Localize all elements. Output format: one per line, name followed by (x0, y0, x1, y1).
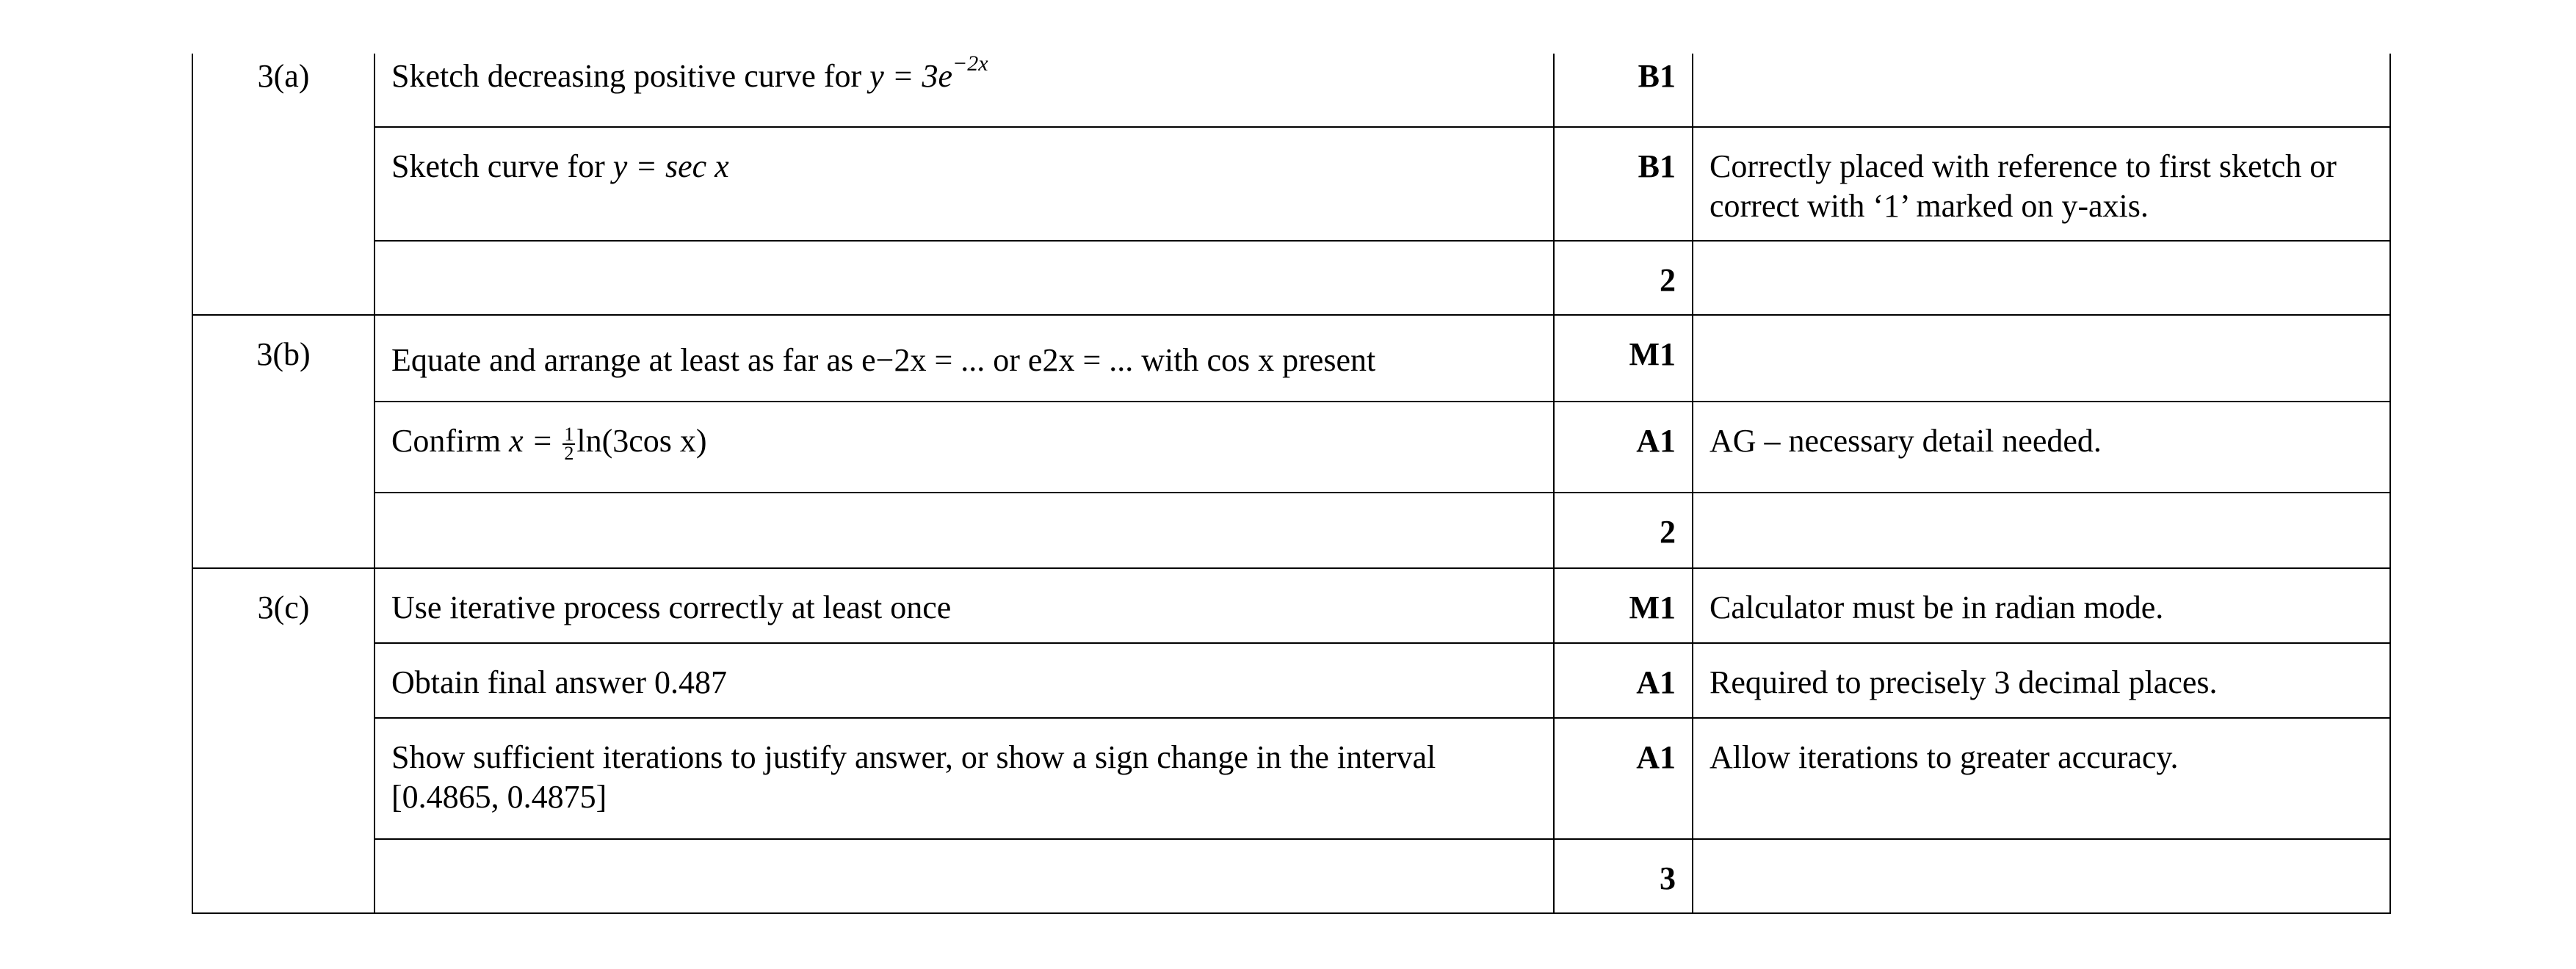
table-row (192, 402, 2390, 493)
total-marks: 3 (1554, 839, 1693, 913)
mark-scheme-table (192, 51, 2391, 914)
guidance-cell: Calculator must be in radian mode. (1693, 568, 2390, 643)
answer-text: Equate and arrange at least as far as e−2x = ... or e2x = ... with cos x present (391, 342, 1376, 378)
guidance-cell (1693, 315, 2390, 402)
guidance-cell: AG – necessary detail needed. (1693, 402, 2390, 493)
table-row (192, 241, 2390, 315)
table-row (192, 643, 2390, 718)
table-row (192, 568, 2390, 643)
question-number: 3(a) (192, 54, 375, 127)
total-marks: 2 (1554, 493, 1693, 568)
guidance-cell: Required to precisely 3 decimal places. (1693, 643, 2390, 718)
answer-cell: Confirm x = $\frac{1}{2}$ ln(3cos x) (375, 402, 1554, 493)
table-row (192, 54, 2390, 127)
math-expression: y = sec x (612, 148, 729, 184)
table-row (192, 127, 2390, 241)
mark-cell: M1 (1554, 568, 1693, 643)
mark-cell: B1 (1554, 54, 1693, 127)
guidance-cell: Allow iterations to greater accuracy. (1693, 718, 2390, 839)
mark-cell: A1 (1554, 402, 1693, 493)
mark-cell: B1 (1554, 127, 1693, 241)
math-expression: x = (509, 423, 562, 459)
answer-cell (375, 315, 1554, 402)
answer-cell: Sketch decreasing positive curve for $y = 3e^{-2x}$ (375, 54, 1554, 127)
mark-cell: A1 (1554, 718, 1693, 839)
table-row (192, 315, 2390, 402)
mark-cell: M1 (1554, 315, 1693, 402)
superscript: −2x (952, 51, 988, 76)
answer-cell: Use iterative process correctly at least once (375, 568, 1554, 643)
math-expression: y = 3e (869, 58, 952, 94)
answer-cell: Sketch curve for y = sec x (375, 127, 1554, 241)
table-row (192, 493, 2390, 568)
total-marks: 2 (1554, 241, 1693, 315)
mark-cell: A1 (1554, 643, 1693, 718)
table-row (192, 839, 2390, 913)
answer-cell: Obtain final answer 0.487 (375, 643, 1554, 718)
fraction: $\frac{1}{2}$ (564, 423, 574, 464)
question-number: 3(b) (192, 315, 375, 402)
answer-cell: Show sufficient iterations to justify answer, or show a sign change in the interval [0.4865, 0.4875] (375, 718, 1554, 839)
table-row (192, 718, 2390, 839)
guidance-cell (1693, 54, 2390, 127)
question-number: 3(c) (192, 568, 375, 643)
guidance-cell: Correctly placed with reference to first sketch or correct with ‘1’ marked on y-axis. (1693, 127, 2390, 241)
